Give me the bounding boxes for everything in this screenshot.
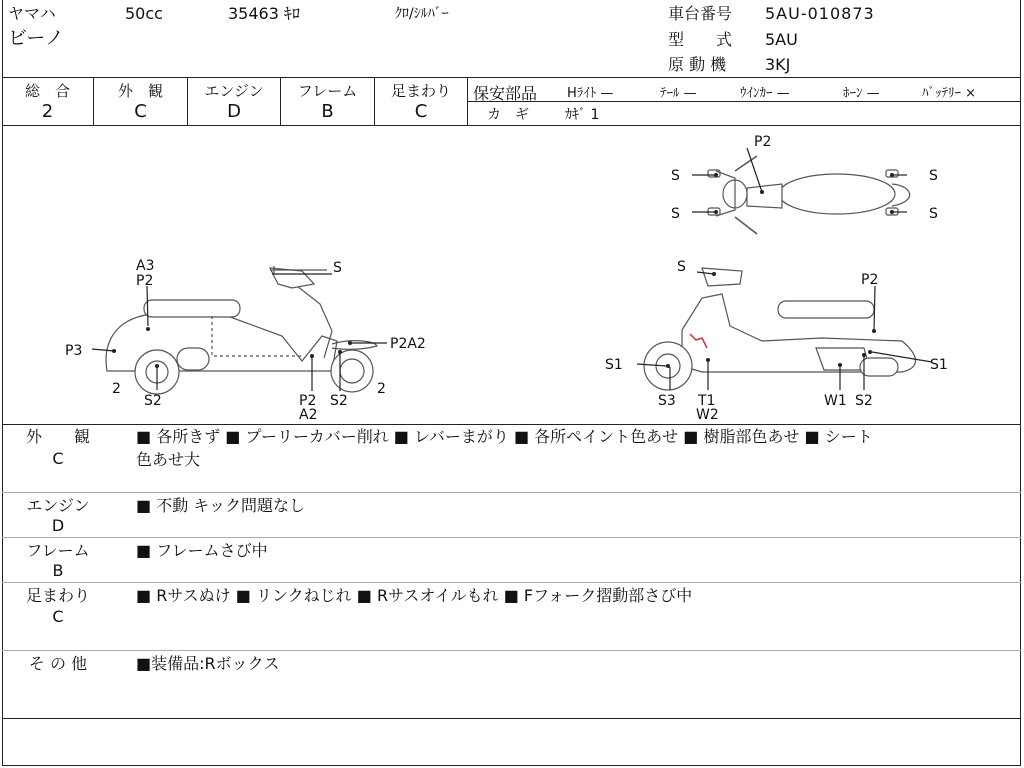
engine-model-label: 原 動 機 <box>668 55 727 74</box>
label-top-p2: P2 <box>754 134 772 150</box>
model-type-value: 5AU <box>765 30 798 49</box>
label-right-p2: P2 <box>861 272 879 288</box>
note-category-other: そ の 他 <box>28 654 88 673</box>
label-right-s1-front: S1 <box>605 357 623 373</box>
grade-value-total: 2 <box>41 101 54 122</box>
note-grade-exterior: C <box>52 449 64 468</box>
label-left-s2-front: S2 <box>330 393 348 409</box>
label-left-p2-bottom: P2 <box>299 393 317 409</box>
note-grade-suspension: C <box>52 607 64 626</box>
label-top-s1: S <box>671 168 680 184</box>
label-left-p3: P3 <box>65 343 83 359</box>
divider <box>467 77 468 125</box>
note-grade-engine: D <box>51 516 65 535</box>
model-name: ビーノ <box>8 27 64 49</box>
label-left-a3: A3 <box>136 258 155 274</box>
safety-item-battery: ﾊﾞｯﾃﾘｰ × <box>922 86 977 101</box>
note-category-frame: フレーム <box>26 541 90 560</box>
color: ｸﾛ/ｼﾙﾊﾞｰ <box>395 6 449 22</box>
divider <box>2 424 1021 425</box>
note-text-engine: ■ 不動 キック問題なし <box>136 496 305 515</box>
label-top-s4: S <box>929 206 938 222</box>
grade-label-frame: フレーム <box>297 82 358 100</box>
grade-value-suspension: C <box>414 101 428 122</box>
note-text-other: ■装備品:Rボックス <box>136 654 280 673</box>
safety-item-winker: ｳｲﾝｶｰ — <box>740 86 790 101</box>
top-scooter <box>708 156 910 234</box>
safety-parts-label: 保安部品 <box>473 84 538 103</box>
label-left-s2-rear: S2 <box>144 393 162 409</box>
label-left-s: S <box>333 260 342 276</box>
note-text-frame: ■ フレームさび中 <box>136 541 268 560</box>
grade-label-engine: エンジン <box>204 82 264 100</box>
divider <box>2 492 1021 493</box>
grade-label-exterior: 外 観 <box>117 82 163 100</box>
label-right-s2: S2 <box>855 393 873 409</box>
label-right-s1-rear: S1 <box>930 357 948 373</box>
displacement: 50cc <box>125 4 163 23</box>
label-right-s3: S3 <box>658 393 676 409</box>
engine-model-value: 3KJ <box>765 55 791 74</box>
key-label: カ ギ <box>487 107 529 123</box>
grade-value-engine: D <box>227 101 241 122</box>
grade-value-frame: B <box>321 101 334 122</box>
label-left-2-front: 2 <box>377 381 386 397</box>
note-text-exterior: ■ 各所きず ■ プーリーカバー削れ ■ レバーまがり ■ 各所ペイント色あせ ■ 樹脂部色あせ ■ シート <box>136 427 873 446</box>
divider <box>2 537 1021 538</box>
divider <box>2 582 1021 583</box>
maker: ヤマハ <box>8 4 56 23</box>
damage-diagram <box>2 126 1021 424</box>
label-left-p2a2: P2A2 <box>390 336 426 352</box>
safety-item-taillight: ﾃｰﾙ — <box>660 86 697 101</box>
label-right-w1: W1 <box>824 393 847 409</box>
label-right-w2: W2 <box>696 407 719 423</box>
key-value: ｶｷﾞ 1 <box>565 107 600 123</box>
note-grade-frame: B <box>52 561 64 580</box>
frame-number-label: 車台番号 <box>668 4 733 23</box>
grade-label-total: 総 合 <box>24 82 70 100</box>
note-category-exterior: 外 観 <box>25 427 90 446</box>
divider <box>2 650 1021 651</box>
label-top-s3: S <box>929 168 938 184</box>
label-top-s2: S <box>671 206 680 222</box>
grade-value-exterior: C <box>134 101 147 122</box>
grade-label-suspension: 足まわり <box>390 82 451 100</box>
divider <box>467 101 1021 102</box>
mileage: 35463 ｷﾛ <box>228 4 300 23</box>
safety-item-headlight: Hﾗｲﾄ — <box>567 86 614 101</box>
label-right-s: S <box>677 259 686 275</box>
label-left-p2-top: P2 <box>136 273 154 289</box>
divider <box>2 77 1021 78</box>
divider <box>2 718 1021 719</box>
safety-item-horn: ﾎｰﾝ — <box>843 86 880 101</box>
note-text-exterior-line2: 色あせ大 <box>136 450 201 469</box>
note-category-engine: エンジン <box>26 496 90 515</box>
frame-number-value: 5AU-010873 <box>765 4 875 23</box>
label-right-t1: T1 <box>698 393 716 409</box>
label-left-2-rear: 2 <box>112 381 121 397</box>
note-text-suspension: ■ Rサスぬけ ■ リンクねじれ ■ Rサスオイルもれ ■ Fフォーク摺動部さび中 <box>136 586 693 605</box>
label-left-a2-bottom: A2 <box>299 407 318 423</box>
note-category-suspension: 足まわり <box>25 586 90 605</box>
model-type-label: 型 式 <box>668 30 733 49</box>
